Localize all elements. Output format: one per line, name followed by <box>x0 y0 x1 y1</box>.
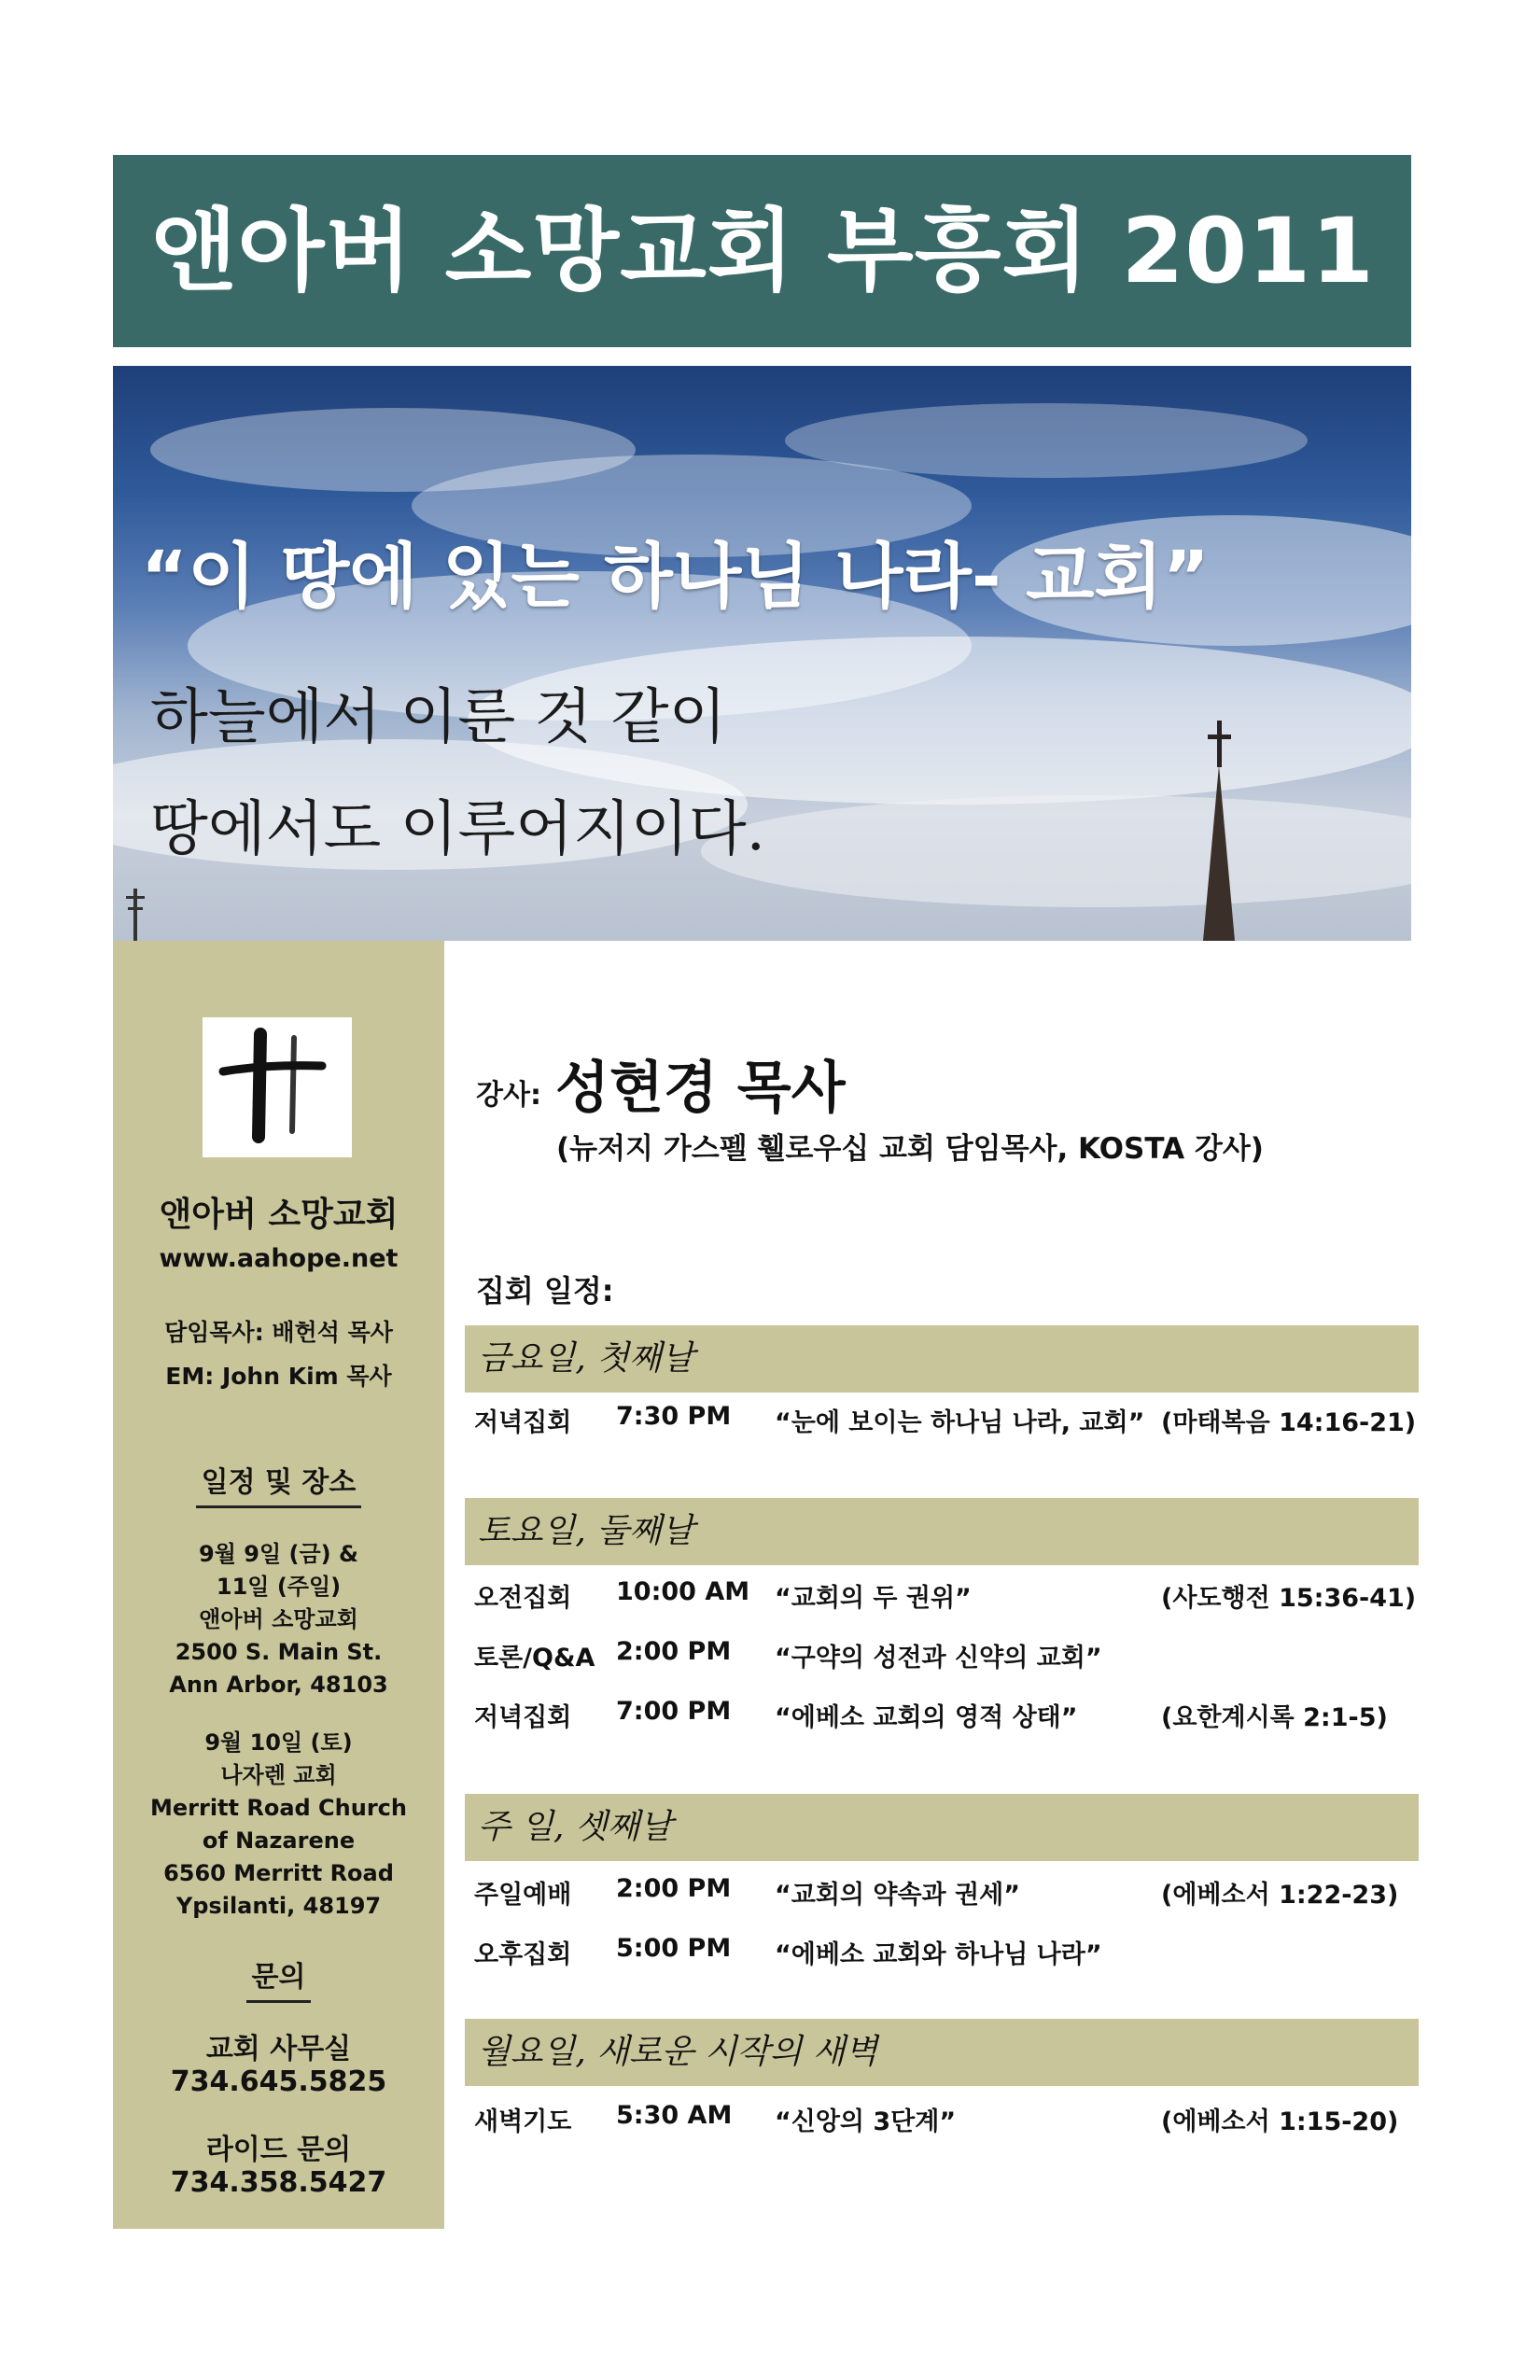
venue-2-line: of Nazarene <box>202 1827 356 1854</box>
venue-heading <box>113 1459 444 1508</box>
schedule-row <box>474 1934 1417 1971</box>
office-phone: 734.645.5825 <box>170 2065 387 2098</box>
venue-2 <box>113 1727 444 1923</box>
em-pastor: EM: John Kim 목사 <box>165 1363 392 1390</box>
day-header-sunday <box>465 1794 1419 1861</box>
ride-phone: 734.358.5427 <box>170 2166 387 2199</box>
session-type: 토론/Q&A <box>474 1644 595 1673</box>
session-time: 7:30 PM <box>616 1402 732 1431</box>
schedule-row <box>474 1402 1417 1439</box>
session-type: 저녁집회 <box>474 1408 572 1437</box>
speaker-label: 강사: <box>476 1079 541 1112</box>
venue-2-line: 나자렌 교회 <box>220 1762 337 1788</box>
church-logo <box>203 1017 352 1157</box>
venue-1-line: 2500 S. Main St. <box>175 1639 383 1665</box>
day-label: 토요일, 둘째날 <box>478 1512 694 1550</box>
verse-line-2: 땅에서도 이루어지이다. <box>150 795 765 864</box>
day-header-friday <box>465 1325 1419 1393</box>
schedule-title: 집회 일정: <box>476 1273 614 1309</box>
session-type: 오전집회 <box>474 1584 572 1613</box>
session-topic: “교회의 두 권위” <box>775 1584 972 1613</box>
church-website[interactable]: www.aahope.net <box>159 1244 399 1273</box>
ride-label: 라이드 문의 <box>205 2134 352 2166</box>
verse-line-1: 하늘에서 이룬 것 같이 <box>150 683 727 752</box>
page-title: 앤아버 소망교회 부흥회 2011 <box>150 199 1375 303</box>
session-time: 2:00 PM <box>616 1637 732 1666</box>
schedule-row <box>474 1637 1417 1674</box>
venue-2-line: 6560 Merritt Road <box>163 1860 394 1886</box>
venue-1-line: 9월 9일 (금) & <box>199 1541 358 1567</box>
session-reference: (요한계시록 2:1-5) <box>1161 1703 1388 1732</box>
venue-heading-text: 일정 및 장소 <box>196 1459 362 1508</box>
session-topic: “교회의 약속과 권세” <box>775 1881 1020 1910</box>
sidebar <box>113 941 444 2229</box>
venue-2-line: Merritt Road Church <box>150 1795 407 1821</box>
schedule-row <box>474 1697 1417 1734</box>
venue-1-line: Ann Arbor, 48103 <box>169 1672 388 1698</box>
session-topic: “에베소 교회와 하나님 나라” <box>775 1940 1102 1969</box>
speaker-name: 성현경 목사 <box>555 1056 846 1121</box>
session-topic: “에베소 교회의 영적 상태” <box>775 1703 1078 1732</box>
session-reference: (마태복음 14:16-21) <box>1161 1408 1417 1437</box>
schedule-row <box>474 2101 1417 2138</box>
venue-1 <box>113 1538 444 1701</box>
session-time: 5:30 AM <box>616 2101 733 2130</box>
cross-icon <box>203 1017 352 1157</box>
session-type: 주일예배 <box>474 1881 572 1910</box>
antenna-icon <box>126 889 145 941</box>
session-time: 2:00 PM <box>616 1874 732 1903</box>
banner-theme: “이 땅에 있는 하나님 나라- 교회” <box>141 535 1210 618</box>
day-label: 금요일, 첫째날 <box>478 1339 694 1378</box>
contact-heading-text: 문의 <box>246 1953 312 2003</box>
church-name: 앤아버 소망교회 <box>159 1196 399 1234</box>
venue-2-line: Ypsilanti, 48197 <box>175 1893 382 1919</box>
session-reference: (에베소서 1:15-20) <box>1161 2107 1399 2136</box>
day-label: 주 일, 셋째날 <box>478 1808 673 1846</box>
session-time: 5:00 PM <box>616 1934 732 1963</box>
day-label: 월요일, 새로운 시작의 새벽 <box>478 2033 878 2071</box>
day-header-saturday <box>465 1498 1419 1565</box>
session-type: 새벽기도 <box>474 2107 572 2136</box>
session-type: 저녁집회 <box>474 1703 572 1732</box>
session-topic: “눈에 보이는 하나님 나라, 교회” <box>775 1408 1145 1437</box>
title-bar <box>113 155 1411 347</box>
session-topic: “신앙의 3단계” <box>775 2107 957 2136</box>
office-label: 교회 사무실 <box>205 2033 352 2065</box>
day-header-monday <box>465 2019 1419 2086</box>
session-type: 오후집회 <box>474 1940 572 1969</box>
session-time: 10:00 AM <box>616 1577 750 1606</box>
session-reference: (에베소서 1:22-23) <box>1161 1881 1399 1910</box>
speaker-description: (뉴저지 가스펠 휄로우십 교회 담임목사, KOSTA 강사) <box>556 1132 1264 1166</box>
session-reference: (사도행전 15:36-41) <box>1161 1584 1417 1613</box>
schedule-row <box>474 1577 1417 1615</box>
session-time: 7:00 PM <box>616 1697 732 1726</box>
schedule-row <box>474 1874 1417 1911</box>
venue-2-line: 9월 10일 (토) <box>204 1729 353 1756</box>
session-topic: “구약의 성전과 신약의 교회” <box>775 1644 1102 1673</box>
venue-1-line: 11일 (주일) <box>216 1574 342 1600</box>
contact-heading <box>113 1953 444 2003</box>
sky-banner <box>113 366 1411 941</box>
venue-1-line: 앤아버 소망교회 <box>199 1606 358 1632</box>
senior-pastor: 담임목사: 배헌석 목사 <box>164 1319 393 1346</box>
